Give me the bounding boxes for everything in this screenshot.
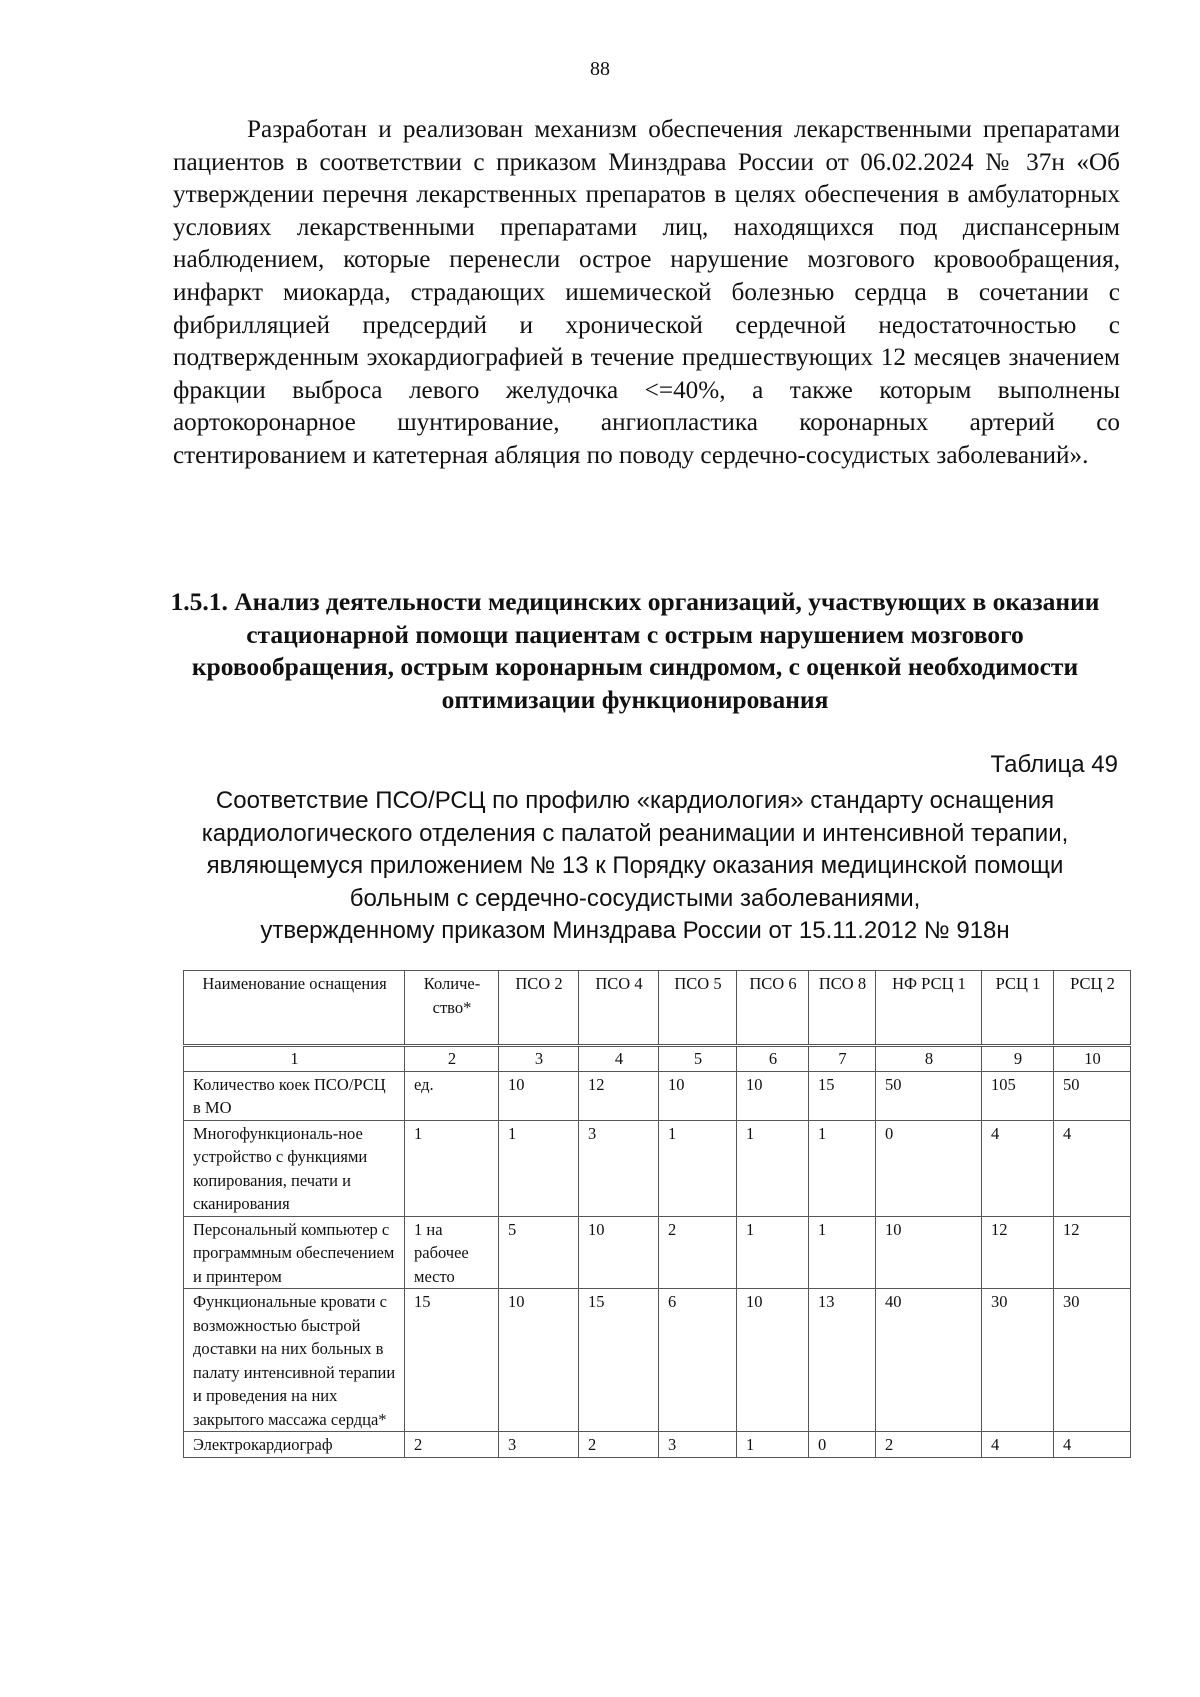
column-number: 7 [809,1047,876,1072]
table-cell: 6 [659,1289,737,1432]
table-cell: 1 на рабочее место [405,1216,499,1289]
header-cell: ПСО 8 [809,971,876,1045]
table-cell: 10 [659,1071,737,1120]
table-cell: 12 [982,1216,1054,1289]
column-number: 2 [405,1047,499,1072]
column-number: 6 [737,1047,809,1072]
table-cell: 10 [876,1216,982,1289]
table-cell: 4 [982,1432,1054,1458]
table-cell: Многофункциональ-ное устройство с функциями копирования, печати и сканирования [184,1120,405,1216]
table-cell: 15 [579,1289,659,1432]
table-cell: 4 [982,1120,1054,1216]
column-number: 3 [499,1047,579,1072]
table-cell: Количество коек ПСО/РСЦ в МО [184,1071,405,1120]
table-cell: 3 [499,1432,579,1458]
table-cell: 4 [1054,1120,1131,1216]
table-cell: 50 [876,1071,982,1120]
table-caption-line: являющемуся приложением № 13 к Порядку оказания медицинской помощи [206,852,1064,879]
table-cell: 5 [499,1216,579,1289]
table-cell: 50 [1054,1071,1131,1120]
table-row [184,1071,1131,1120]
table-cell: 30 [982,1289,1054,1432]
table-cell: 1 [737,1216,809,1289]
header-cell: Наименование оснащения [184,971,405,1045]
table-cell: Персональный компьютер с программным обеспечением и принтером [184,1216,405,1289]
table-cell: 15 [809,1071,876,1120]
table-row [184,1289,1131,1432]
section-heading: 1.5.1. Анализ деятельности медицинских организаций, участвующих в оказании стационарной помощи пациентам с острым нарушением мозгового кровообращения, острым коронарным синдромом, с оценкой необходимости оптимизации функционирования [170,587,1100,714]
table-cell: 1 [809,1120,876,1216]
table-cell: 1 [809,1216,876,1289]
column-number: 10 [1054,1047,1131,1072]
table-row [184,1216,1131,1289]
column-number: 5 [659,1047,737,1072]
table-cell: 10 [737,1289,809,1432]
table-cell: 30 [1054,1289,1131,1432]
header-cell: ПСО 4 [579,971,659,1045]
table-cell: 3 [579,1120,659,1216]
equipment-table [183,1046,1131,1458]
table-cell: 0 [809,1432,876,1458]
column-number: 9 [982,1047,1054,1072]
table-cell: Функциональные кровати с возможностью быстрой доставки на них больных в палату интенсивной терапии и проведения на них закрытого массажа сердца* [184,1289,405,1432]
intro-paragraph: Разработан и реализован механизм обеспечения лекарственными препаратами пациентов в соответствии с приказом Минздрава России от 06.02.2024 № 37н «Об утверждении перечня лекарственных препаратов в целях обеспечения в амбулаторных условиях лекарственными препаратами лиц, находящихся под диспансерным наблюдением, которые перенесли острое нарушение мозгового кровообращения, инфаркт миокарда, страдающих ишемической болезнью сердца в сочетании с фибрилляцией предсердий и хронической сердечной недостаточностью с подтвержденным эхокардиографией в течение предшествующих 12 месяцев значением фракции выброса левого желудочка <=40%, а также которым выполнены аортокоронарное шунтирование, ангиопластика коронарных артерий со стентированием и катетерная абляция по поводу сердечно-сосудистых заболеваний». [173,116,1120,469]
header-cell: РСЦ 2 [1054,971,1131,1045]
table-cell: 13 [809,1289,876,1432]
table-cell: 2 [579,1432,659,1458]
column-number: 1 [184,1047,405,1072]
header-cell: ПСО 6 [737,971,809,1045]
column-number-row [184,1047,1131,1072]
table-cell: 15 [405,1289,499,1432]
table-number: Таблица 49 [990,751,1118,778]
header-cell: ПСО 5 [659,971,737,1045]
page-number: 88 [590,58,610,80]
header-cell: Количе-ство* [405,971,499,1045]
table-cell: 10 [499,1071,579,1120]
column-number: 8 [876,1047,982,1072]
table-cell: ед. [405,1071,499,1120]
header-cell: РСЦ 1 [982,971,1054,1045]
table-cell: 3 [659,1432,737,1458]
table-row [184,1432,1131,1458]
header-row [184,971,1131,1045]
header-cell: ПСО 2 [499,971,579,1045]
table-cell: 1 [499,1120,579,1216]
table-cell: 10 [499,1289,579,1432]
table-cell: 1 [737,1432,809,1458]
table-caption [150,785,1120,948]
table-cell: 10 [737,1071,809,1120]
table-caption-line: больным с сердечно-сосудистыми заболеваниями, [349,884,921,912]
table-cell: 1 [659,1120,737,1216]
table-cell: 4 [1054,1432,1131,1458]
table-row [184,1120,1131,1216]
table-cell: 2 [659,1216,737,1289]
table-cell: 0 [876,1120,982,1216]
table-cell: 2 [405,1432,499,1458]
table-cell: 1 [737,1120,809,1216]
table-caption-line: кардиологического отделения с палатой реанимации и интенсивной терапии, [201,819,1069,847]
table-cell: 105 [982,1071,1054,1120]
table-cell: Электрокардиограф [184,1432,405,1458]
header-cell: НФ РСЦ 1 [876,971,982,1045]
table-cell: 10 [579,1216,659,1289]
table-cell: 12 [1054,1216,1131,1289]
table-caption-line: Соответствие ПСО/РСЦ по профилю «кардиология» стандарту оснащения [215,787,1055,814]
table-caption-line: утвержденному приказом Минздрава России от 15.11.2012 № 918н [260,917,1010,944]
table-cell: 1 [405,1120,499,1216]
table-cell: 12 [579,1071,659,1120]
column-number: 4 [579,1047,659,1072]
table-cell: 40 [876,1289,982,1432]
table-cell: 2 [876,1432,982,1458]
table-header [183,970,1131,1045]
